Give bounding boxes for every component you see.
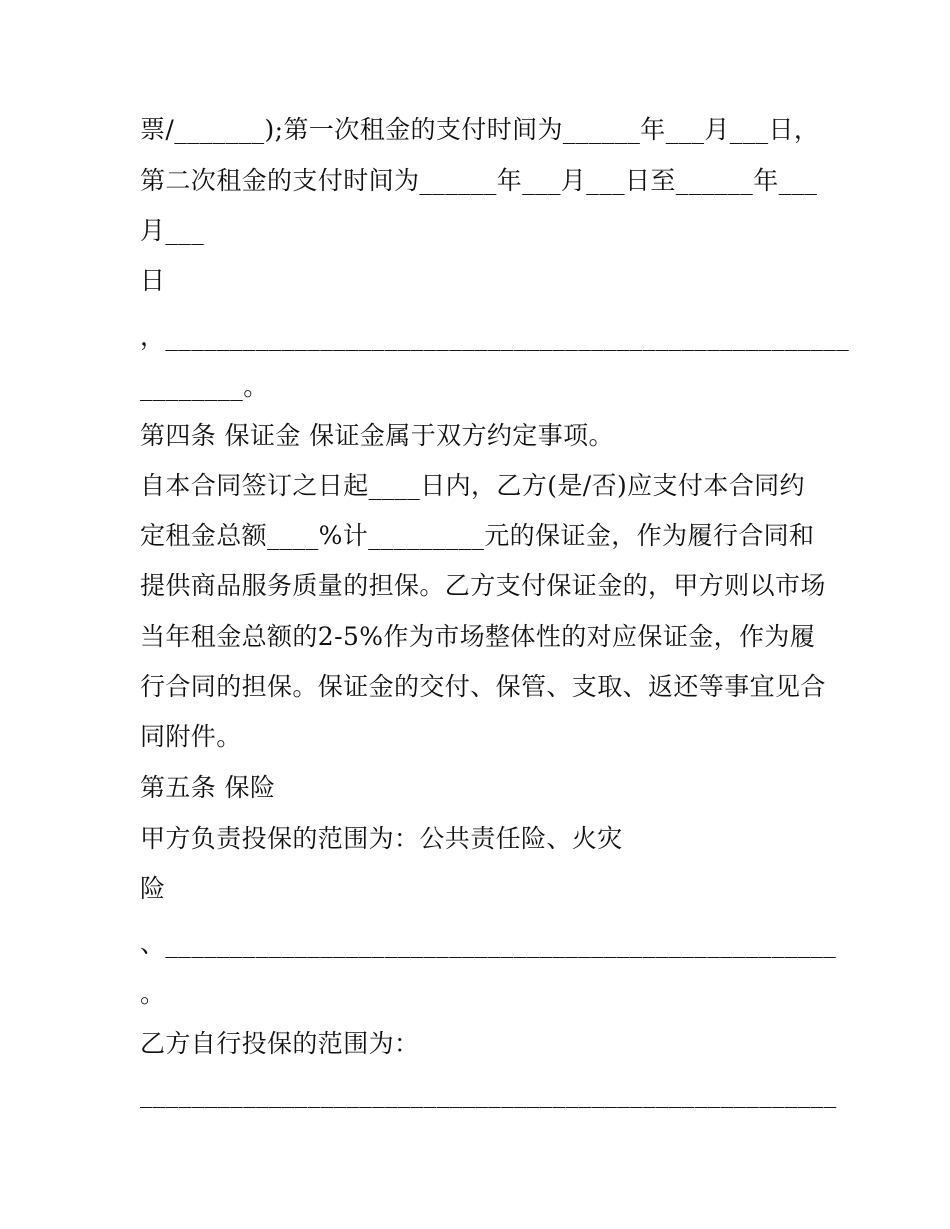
text-line: ，_____________________________________________________ — [140, 322, 850, 351]
text-line: 自本合同签订之日起____日内，乙方(是/否)应支付本合同约 — [140, 471, 805, 500]
text-line: 乙方自行投保的范围为： — [140, 1029, 420, 1058]
text-line: 第二次租金的支付时间为______年___月___日至______年___ — [140, 166, 818, 195]
section-heading: 第五条 保险 — [140, 773, 276, 802]
text-line: ________。 — [140, 372, 269, 401]
text-line: 当年租金总额的2-5%作为市场整体性的对应保证金，作为履 — [140, 622, 816, 651]
text-line: ______________________________________________________ — [140, 1079, 837, 1108]
section-heading: 第四条 保证金 保证金属于双方约定事项。 — [140, 421, 614, 450]
text-line: 定租金总额____%计_________元的保证金，作为履行合同和 — [140, 521, 815, 550]
text-line: 日 — [140, 266, 166, 295]
text-line: 甲方负责投保的范围为：公共责任险、火灾 — [140, 824, 623, 853]
text-line: 行合同的担保。保证金的交付、保管、支取、返还等事宜见合 — [140, 672, 826, 701]
text-line: 、____________________________________________________ — [140, 929, 837, 958]
text-line: 同附件。 — [140, 722, 242, 751]
text-line: 险 — [140, 874, 166, 903]
text-line: 提供商品服务质量的担保。乙方支付保证金的，甲方则以市场 — [140, 571, 826, 600]
text-line: 。 — [140, 979, 166, 1008]
text-line: 月___ — [140, 216, 205, 245]
text-line: 票/_______);第一次租金的支付时间为______年___月___日， — [140, 115, 820, 144]
